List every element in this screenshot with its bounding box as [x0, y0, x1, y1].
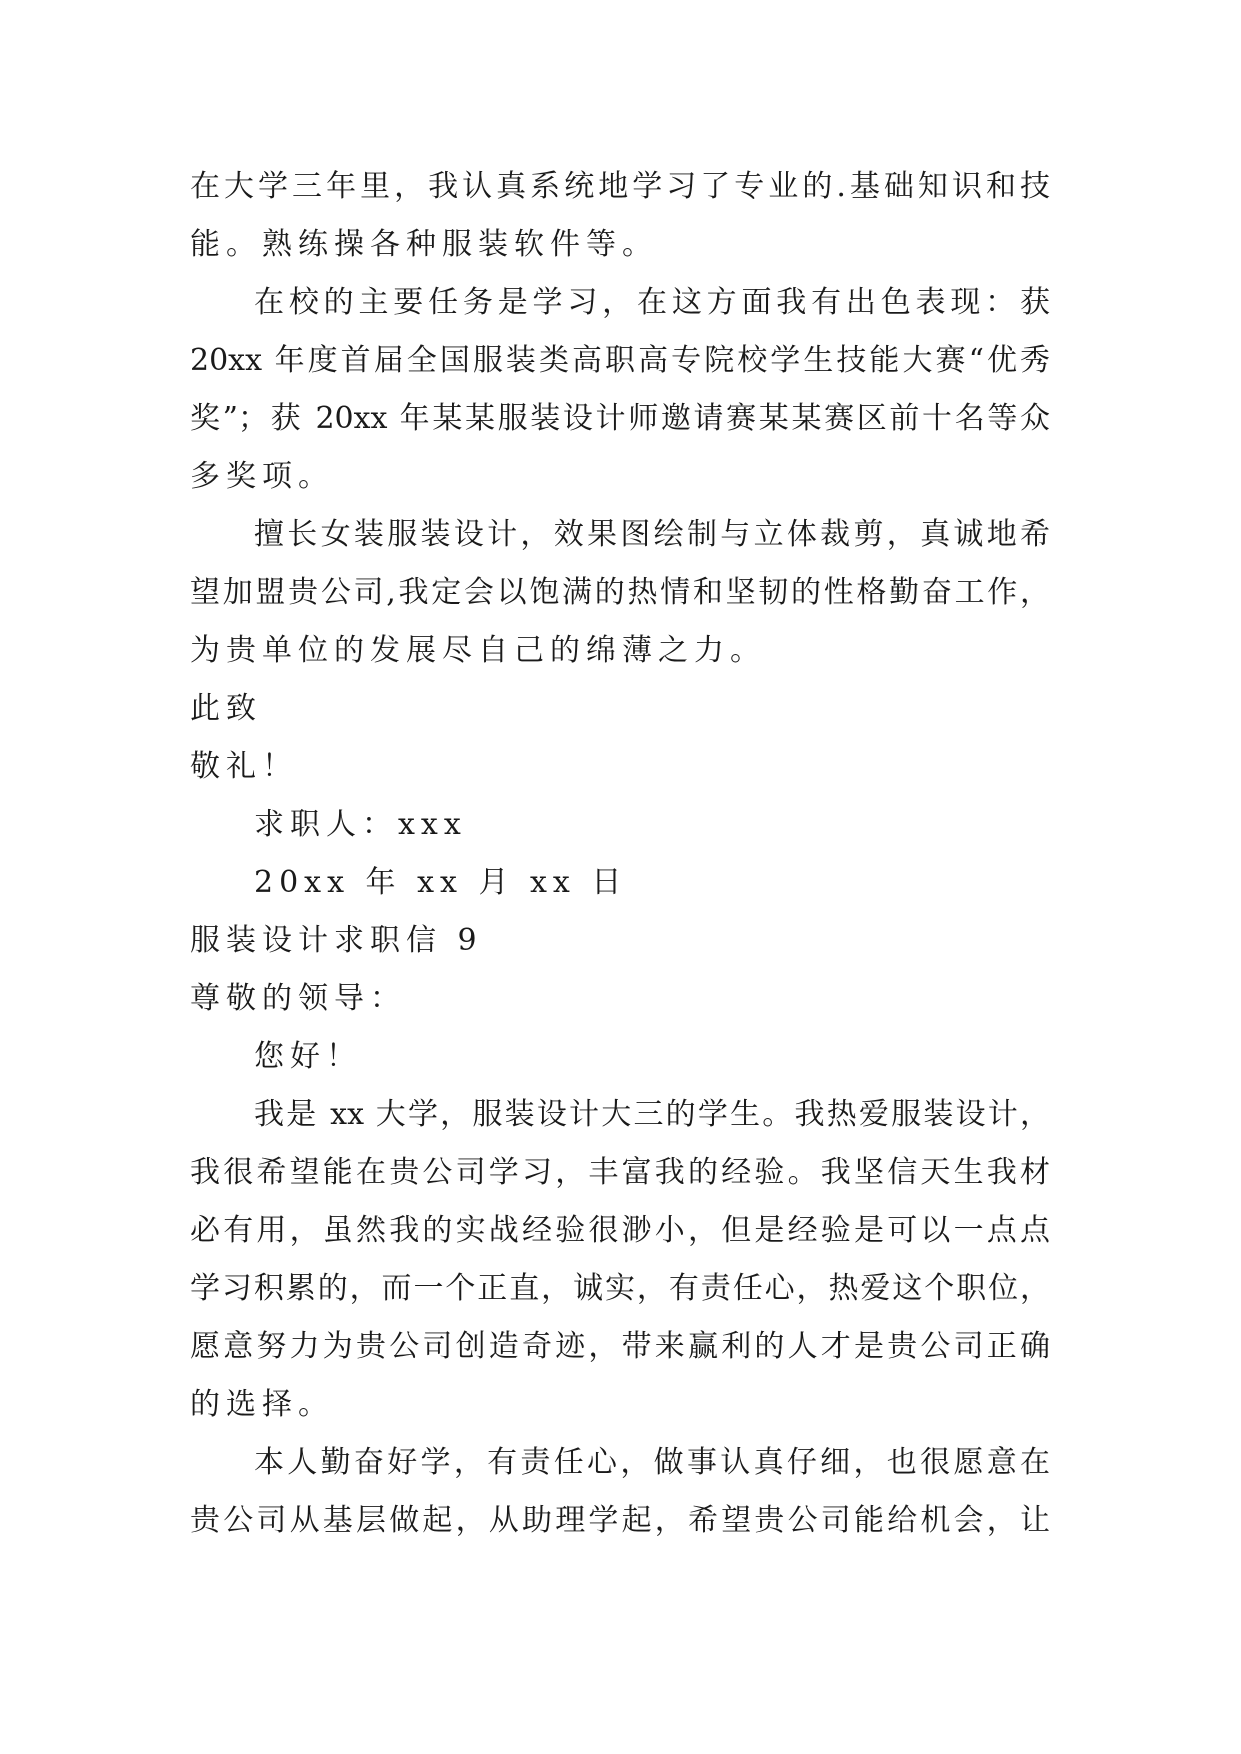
- section-title: 服装设计求职信 9: [190, 923, 483, 958]
- closing-line: 此致: [190, 691, 262, 726]
- text-line: 能。熟练操各种服装软件等。: [190, 227, 658, 262]
- greeting: 您好！: [254, 1039, 362, 1074]
- text-line: 20xx 年度首届全国服装类高职高专院校学生技能大赛“优秀: [190, 343, 1050, 378]
- text-line: 望加盟贵公司,我定会以饱满的热情和坚韧的性格勤奋工作，: [190, 575, 1050, 610]
- document-body: [190, 158, 1050, 1550]
- text-line: 在校的主要任务是学习，在这方面我有出色表现：获: [254, 285, 1050, 320]
- text-line: 贵公司从基层做起，从助理学起，希望贵公司能给机会，让: [190, 1503, 1050, 1538]
- salutation: 尊敬的领导：: [190, 981, 406, 1016]
- text-line: 奖”；获 20xx 年某某服装设计师邀请赛某某赛区前十名等众: [190, 401, 1050, 436]
- text-line: 我是 xx 大学，服装设计大三的学生。我热爱服装设计，: [254, 1097, 1050, 1132]
- date-line: 20xx 年 xx 月 xx 日: [254, 865, 628, 900]
- text-line: 必有用，虽然我的实战经验很渺小，但是经验是可以一点点: [190, 1213, 1050, 1248]
- text-line: 愿意努力为贵公司创造奇迹，带来赢利的人才是贵公司正确: [190, 1329, 1050, 1364]
- signature-line: 求职人：xxx: [254, 807, 467, 842]
- text-line: 擅长女装服装设计，效果图绘制与立体裁剪，真诚地希: [254, 517, 1050, 552]
- text-line: 的选择。: [190, 1387, 334, 1422]
- closing-line: 敬礼！: [190, 749, 298, 784]
- text-line: 多奖项。: [190, 459, 334, 494]
- text-line: 在大学三年里，我认真系统地学习了专业的.基础知识和技: [190, 169, 1050, 204]
- text-line: 我很希望能在贵公司学习，丰富我的经验。我坚信天生我材: [190, 1155, 1050, 1190]
- text-line: 为贵单位的发展尽自己的绵薄之力。: [190, 633, 766, 668]
- text-line: 学习积累的，而一个正直，诚实，有责任心，热爱这个职位，: [190, 1271, 1050, 1306]
- text-line: 本人勤奋好学，有责任心，做事认真仔细，也很愿意在: [254, 1445, 1050, 1480]
